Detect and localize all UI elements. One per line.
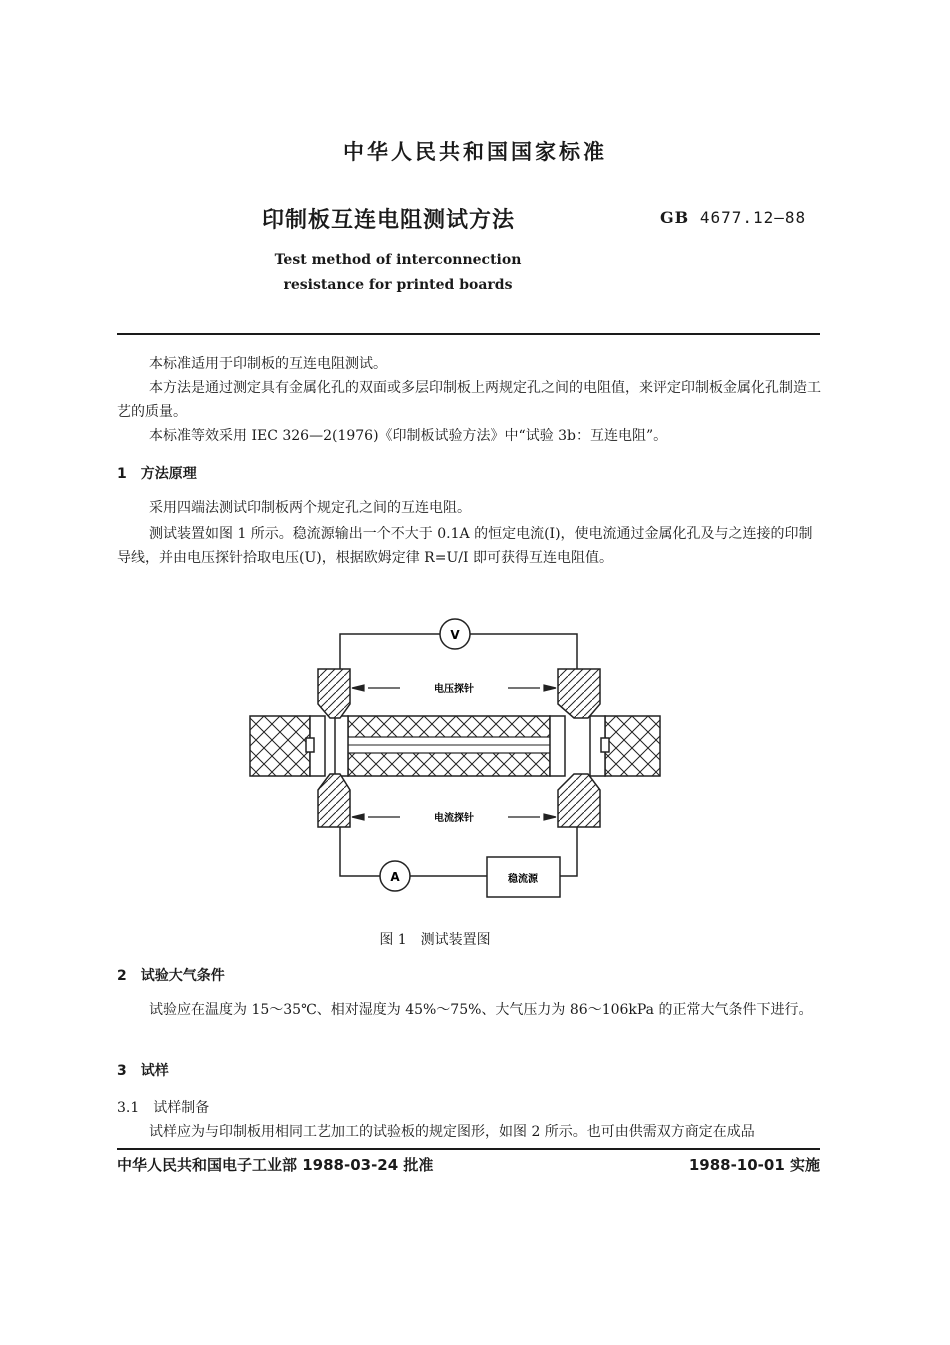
section-1-paragraph-1: 采用四端法测试印制板两个规定孔之间的互连电阻。 <box>149 500 471 516</box>
voltage-probe-right <box>558 669 600 718</box>
current-source-label: 稳流源 <box>508 874 538 885</box>
section-3-paragraph-1: 试样应为与印制板用相同工艺加工的试验板的规定图形，如图 2 所示。也可由供需双方商定在成品 <box>149 1124 755 1140</box>
plated-hole-left <box>306 716 348 776</box>
implementation-date: 1988-10-01 实施 <box>688 1156 820 1174</box>
intro-paragraph-3: 本标准等效采用 IEC 326—2(1976)《印制板试验方法》中“试验 3b：互连电阻”。 <box>149 428 668 444</box>
english-title-line1: Test method of interconnection <box>274 252 522 268</box>
board-right-section <box>605 716 660 776</box>
standard-code <box>660 208 806 227</box>
approval-date: 中华人民共和国电子工业部 1988-03-24 批准 <box>117 1156 434 1174</box>
english-title-line2: resistance for printed boards <box>283 277 513 293</box>
current-probe-label: 电流探针 <box>434 813 474 824</box>
current-probe-right <box>558 774 600 827</box>
plated-hole-right <box>550 716 609 776</box>
section-1-heading: 1 方法原理 <box>117 466 197 482</box>
standard-header: 中华人民共和国国家标准 <box>343 140 607 164</box>
test-setup-figure <box>240 612 670 912</box>
ammeter-label: A <box>390 870 400 884</box>
section-2-heading: 2 试验大气条件 <box>117 968 225 984</box>
voltage-probe-left <box>318 669 350 718</box>
voltage-probe-label: 电压探针 <box>434 684 474 695</box>
section-2-paragraph-1: 试验应在温度为 15～35℃、相对湿度为 45%～75%、大气压力为 86～106kPa 的正常大气条件下进行。 <box>149 1002 813 1018</box>
section-3-heading: 3 试样 <box>117 1063 169 1079</box>
board-left-section <box>250 716 310 776</box>
footer-rule <box>117 1148 820 1150</box>
figure-caption: 图 1 测试装置图 <box>379 932 491 948</box>
intro-paragraph-2: 本方法是通过测定具有金属化孔的双面或多层印制板上两规定孔之间的电阻值，来评定印制板金属化孔制造工艺的质量。 <box>117 380 821 420</box>
code-number: 4677.12—88 <box>699 208 807 227</box>
section-3-1-heading: 3.1 试样制备 <box>117 1100 210 1116</box>
document-title: 印制板互连电阻测试方法 <box>262 208 516 233</box>
code-prefix: GB <box>660 208 690 227</box>
voltmeter-label: V <box>450 628 460 642</box>
section-1-paragraph-2: 测试装置如图 1 所示。稳流源输出一个不大于 0.1A 的恒定电流(I)，使电流通过金属化孔及与之连接的印制导线，并由电压探针拾取电压(U)，根据欧姆定律 R=U/I 即可获得互连电阻值。 <box>117 526 813 566</box>
header-rule <box>117 333 820 335</box>
current-probe-left <box>318 774 350 827</box>
intro-paragraph-1: 本标准适用于印制板的互连电阻测试。 <box>149 356 387 372</box>
